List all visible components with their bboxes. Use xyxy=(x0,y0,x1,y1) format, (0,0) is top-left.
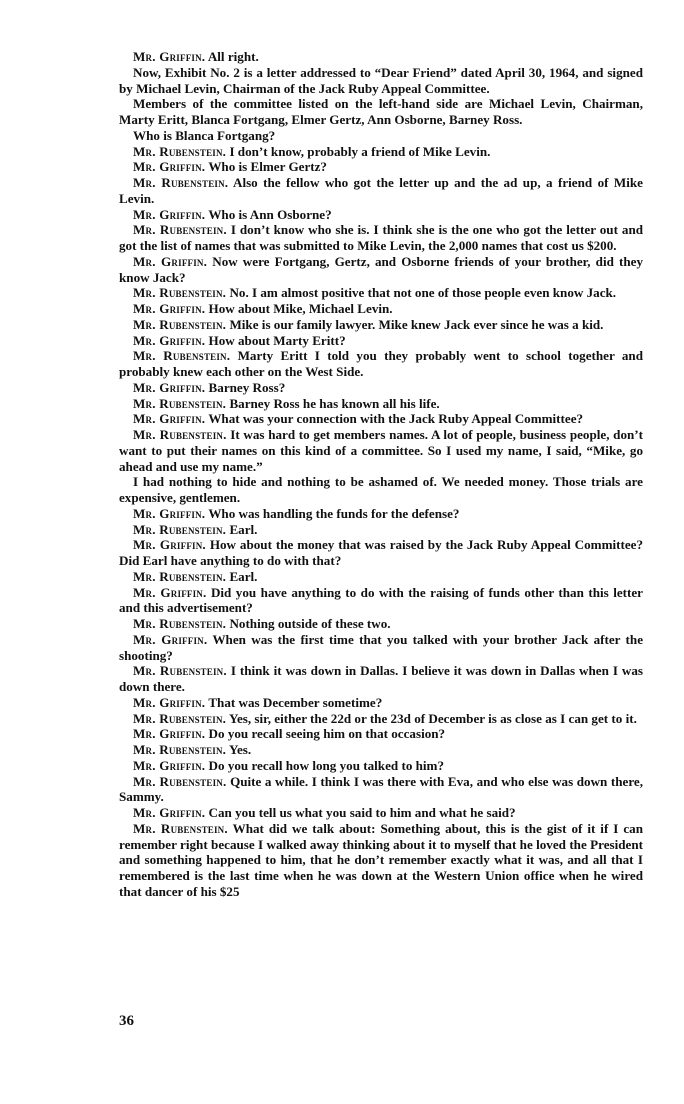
speaker-label: Mr. Griffin. xyxy=(133,757,206,773)
speaker-label: Mr. Rubenstein. xyxy=(133,568,227,584)
speaker-label: Mr. Rubenstein. xyxy=(133,616,227,631)
paragraph xyxy=(119,348,643,380)
paragraph-text: I don’t know who she is. I think she is the one who got the letter out and got the list of names that was submitted to Mike Levin, the 2,000 names that cost us $200. xyxy=(119,222,644,253)
paragraph-text: Nothing outside of these two. xyxy=(229,616,391,631)
paragraph-text: That was December sometime? xyxy=(208,694,383,710)
speaker-label: Mr. Rubenstein. xyxy=(133,175,229,190)
paragraph xyxy=(119,285,643,301)
paragraph xyxy=(119,506,643,522)
paragraph xyxy=(119,333,643,349)
paragraph xyxy=(119,49,643,65)
speaker-label: Mr. Griffin. xyxy=(133,301,206,316)
paragraph xyxy=(119,742,643,758)
speaker-label: Mr. Griffin. xyxy=(133,726,206,742)
paragraph xyxy=(119,805,643,821)
paragraph xyxy=(119,159,643,175)
paragraph xyxy=(119,695,643,711)
paragraph-text: How about the money that was raised by the Jack Ruby Appeal Committee? Did Earl have anything to do with that? xyxy=(119,537,644,568)
paragraph xyxy=(119,616,643,632)
paragraph xyxy=(119,569,643,585)
speaker-label: Mr. Griffin. xyxy=(133,159,206,175)
speaker-label: Mr. Griffin. xyxy=(133,411,206,427)
speaker-label: Mr. Rubenstein. xyxy=(133,427,227,442)
paragraph-text: Did you have anything to do with the raising of funds other than this letter and this advertisement? xyxy=(119,584,643,616)
paragraph-text: Do you recall how long you talked to him? xyxy=(208,757,445,773)
paragraph-text: Barney Ross he has known all his life. xyxy=(229,395,440,411)
paragraph-text: Now were Fortgang, Gertz, and Osborne friends of your brother, did they know Jack? xyxy=(119,253,643,285)
speaker-label: Mr. Griffin. xyxy=(133,206,206,222)
paragraph xyxy=(119,128,643,144)
speaker-label: Mr. Griffin. xyxy=(133,584,207,600)
paragraph-text: Earl. xyxy=(229,521,258,537)
paragraph xyxy=(119,522,643,538)
paragraph xyxy=(119,254,643,286)
paragraph xyxy=(119,222,643,254)
speaker-label: Mr. Rubenstein. xyxy=(133,316,227,332)
paragraph-text: What did we talk about: Something about, this is the gist of it if I can remember right because I walked away thinking about it to myself that he loved the President and something happened to him, that he don’t remember exactly what it was, and all that I remembered is the last time when he was down at the Western Union office when he wired that dancer of his $25 xyxy=(119,820,643,899)
speaker-label: Mr. Griffin. xyxy=(133,49,206,64)
paragraph xyxy=(119,474,643,506)
paragraph-text: Mike is our family lawyer. Mike knew Jack ever since he was a kid. xyxy=(229,316,604,332)
paragraph xyxy=(119,711,643,727)
speaker-label: Mr. Rubenstein. xyxy=(133,285,227,301)
paragraph xyxy=(119,317,643,333)
paragraph-text: Now, Exhibit No. 2 is a letter addressed to “Dear Friend” dated April 30, 1964, and signed by Michael Levin, Chairman of the Jack Ruby Appeal Committee. xyxy=(119,64,643,96)
paragraph-text: Barney Ross? xyxy=(208,379,286,395)
speaker-label: Mr. Griffin. xyxy=(133,379,206,395)
speaker-label: Mr. Griffin. xyxy=(133,805,206,820)
speaker-label: Mr. Rubenstein. xyxy=(133,710,227,726)
paragraph-text: Marty Eritt I told you they probably went to school together and probably knew each other on the West Side. xyxy=(119,348,643,379)
paragraph-text: It was hard to get members names. A lot of people, business people, don’t want to put their names on this kind of a committee. So I used my name, I said, “Mike, go ahead and use my name.” xyxy=(119,427,643,474)
transcript-page xyxy=(119,49,643,900)
paragraph-text: Earl. xyxy=(229,568,258,584)
speaker-label: Mr. Rubenstein. xyxy=(133,663,227,679)
paragraph-text: What was your connection with the Jack Ruby Appeal Committee? xyxy=(208,411,584,427)
paragraph xyxy=(119,65,643,97)
paragraph xyxy=(119,175,643,207)
paragraph xyxy=(119,144,643,160)
paragraph-text: All right. xyxy=(207,49,259,64)
speaker-label: Mr. Rubenstein. xyxy=(133,395,227,411)
paragraph-text: Who is Blanca Fortgang? xyxy=(133,127,276,143)
speaker-label: Mr. Griffin. xyxy=(133,332,206,348)
paragraph-text: I think it was down in Dallas. I believe it was down in Dallas when I was down there. xyxy=(119,663,644,694)
paragraph-text: Who is Elmer Gertz? xyxy=(208,159,327,175)
paragraph xyxy=(119,632,643,664)
paragraph-text: Yes. xyxy=(228,742,252,757)
paragraph-text: Who was handling the funds for the defense? xyxy=(208,505,460,521)
speaker-label: Mr. Griffin. xyxy=(133,694,206,710)
paragraph xyxy=(119,301,643,317)
speaker-label: Mr. Rubenstein. xyxy=(133,348,231,364)
page-number: 36 xyxy=(119,1013,134,1029)
speaker-label: Mr. Rubenstein. xyxy=(133,143,227,159)
paragraph-text: How about Mike, Michael Levin. xyxy=(208,301,393,316)
speaker-label: Mr. Griffin. xyxy=(133,253,208,269)
speaker-label: Mr. Griffin. xyxy=(133,537,206,553)
speaker-label: Mr. Rubenstein. xyxy=(133,742,227,757)
paragraph-text: Yes, sir, either the 22d or the 23d of December is as close as I can get to it. xyxy=(228,710,637,726)
speaker-label: Mr. Rubenstein. xyxy=(133,521,227,537)
paragraph xyxy=(119,411,643,427)
paragraph-text: I don’t know, probably a friend of Mike Levin. xyxy=(229,143,491,159)
paragraph xyxy=(119,663,643,695)
speaker-label: Mr. Rubenstein. xyxy=(133,820,228,836)
paragraph xyxy=(119,96,643,128)
speaker-label: Mr. Griffin. xyxy=(133,505,206,521)
paragraph-text: Members of the committee listed on the left-hand side are Michael Levin, Chairman, Marty Eritt, Blanca Fortgang, Elmer Gertz, Ann Osborne, Barney Ross. xyxy=(119,96,643,127)
speaker-label: Mr. Rubenstein. xyxy=(133,773,227,789)
paragraph xyxy=(119,427,643,474)
paragraph xyxy=(119,774,643,806)
paragraph xyxy=(119,585,643,617)
paragraph-text: Also the fellow who got the letter up and the ad up, a friend of Mike Levin. xyxy=(119,175,643,206)
paragraph-text: Can you tell us what you said to him and what he said? xyxy=(208,805,516,820)
paragraph xyxy=(119,380,643,396)
paragraph-text: Do you recall seeing him on that occasion? xyxy=(208,726,446,742)
paragraph-text: How about Marty Eritt? xyxy=(208,332,346,348)
paragraph-text: When was the first time that you talked with your brother Jack after the shooting? xyxy=(119,631,644,663)
paragraph-text: I had nothing to hide and nothing to be ashamed of. We needed money. Those trials are expensive, gentlemen. xyxy=(119,474,643,505)
paragraph-text: Quite a while. I think I was there with Eva, and who else was down there, Sammy. xyxy=(119,773,644,805)
paragraph xyxy=(119,537,643,569)
paragraph xyxy=(119,396,643,412)
paragraph xyxy=(119,207,643,223)
paragraph xyxy=(119,821,643,900)
speaker-label: Mr. Rubenstein. xyxy=(133,222,227,238)
paragraph xyxy=(119,758,643,774)
paragraph xyxy=(119,726,643,742)
speaker-label: Mr. Griffin. xyxy=(133,631,208,647)
paragraph-text: Who is Ann Osborne? xyxy=(208,206,332,222)
paragraph-text: No. I am almost positive that not one of those people even know Jack. xyxy=(229,285,617,301)
